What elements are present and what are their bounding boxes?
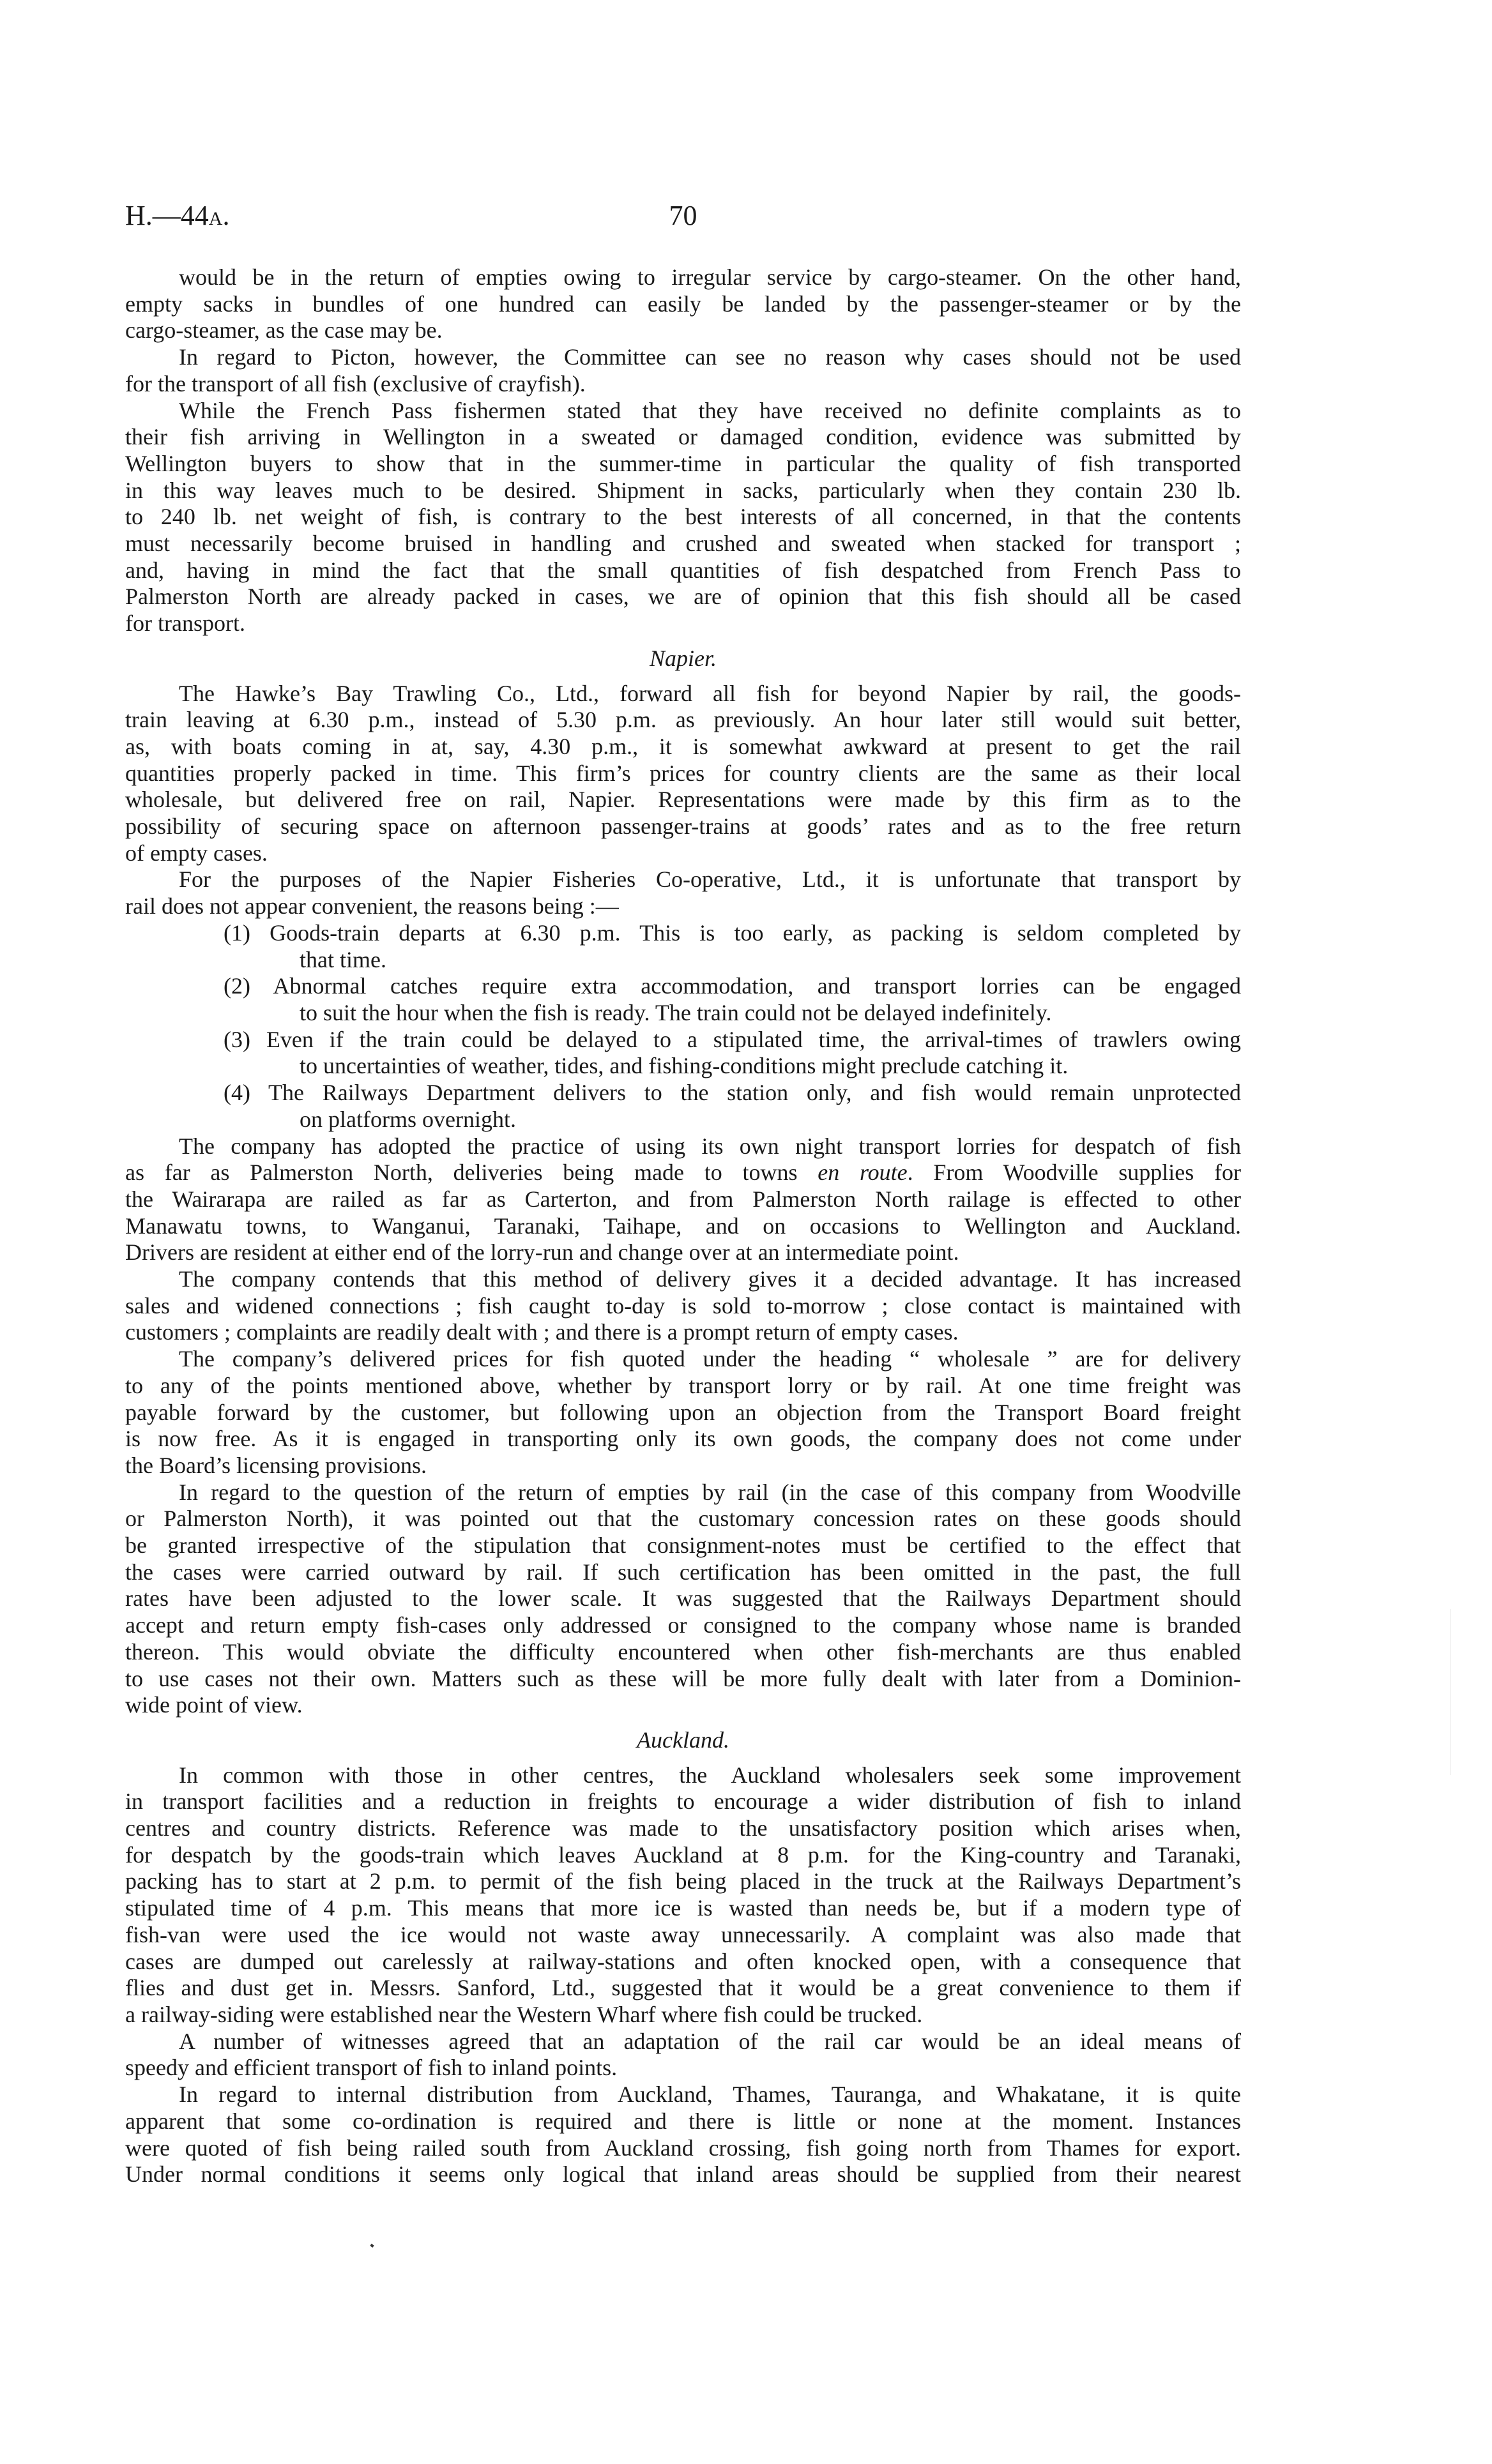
text-line: the Wairarapa are railed as far as Carterton, and from Palmerston North railage is effected to other [125,1186,1241,1212]
list-item [125,920,1241,973]
text-line: in this way leaves much to be desired. Shipment in sacks, particularly when they contain 230 lb. [125,477,1241,503]
text-line: to 240 lb. net weight of fish, is contrary to the best interests of all concerned, in that the contents [125,504,1241,530]
text-line: on platforms overnight. [300,1106,516,1132]
text-line: In regard to internal distribution from Auckland, Thames, Tauranga, and Whakatane, it is quite [179,2082,1241,2108]
text-segment: as far as Palmerston North, deliveries being made to towns [125,1160,818,1186]
text-line: In regard to the question of the return of empties by rail (in the case of this company from Woodville [179,1479,1241,1505]
text-line: payable forward by the customer, but following upon an objection from the Transport Board freight [125,1399,1241,1425]
document-code-text: H.—44 [125,200,209,231]
text-line [125,1160,1241,1186]
paragraph [125,2029,1241,2082]
text-line: rail does not appear convenient, the reasons being :— [125,893,619,919]
text-line: cases are dumped out carelessly at railway-stations and often knocked open, with a consequence that [125,1948,1241,1974]
document-body [125,264,1241,2188]
text-line: (1) Goods-train departs at 6.30 p.m. This is too early, as packing is seldom completed by [224,919,1241,946]
text-line: accept and return empty fish-cases only addressed or consigned to the company whose name is branded [125,1612,1241,1638]
text-line: For the purposes of the Napier Fisheries Co-operative, Ltd., it is unfortunate that transport by [179,866,1241,893]
text-line: customers ; complaints are readily dealt with ; and there is a prompt return of empty cases. [125,1319,959,1345]
text-line: apparent that some co-ordination is required and there is little or none at the moment. Instances [125,2108,1241,2134]
text-line: a railway-siding were established near the Western Wharf where fish could be trucked. [125,2002,923,2027]
text-line: (4) The Railways Department delivers to the station only, and fish would remain unprotected [224,1080,1241,1106]
text-line: Palmerston North are already packed in cases, we are of opinion that this fish should all be cased [125,584,1241,610]
text-line: for despatch by the goods-train which leaves Auckland at 8 p.m. for the King-country and Taranaki, [125,1841,1241,1868]
text-line: for transport. [125,610,245,637]
text-line: rates have been adjusted to the lower scale. It was suggested that the Railways Department should [125,1585,1241,1612]
text-line: the cases were carried outward by rail. If such certification has been omitted in the past, the full [125,1559,1241,1585]
text-line: their fish arriving in Wellington in a sweated or damaged condition, evidence was submitted by [125,424,1241,450]
paragraph [125,866,1241,919]
running-header [125,199,1241,231]
text-line: flies and dust get in. Messrs. Sanford, Ltd., suggested that it would be a great convenience to them if [125,1975,1241,2001]
section-heading: Napier. [649,645,717,671]
text-line: and, having in mind the fact that the small quantities of fish despatched from French Pass to [125,557,1241,583]
text-line: wholesale, but delivered free on rail, Napier. Representations were made by this firm as to the [125,787,1241,813]
text-line: the Board’s licensing provisions. [125,1452,427,1478]
text-line: to uncertainties of weather, tides, and fishing-conditions might preclude catching it. [300,1053,1069,1079]
text-line: to any of the points mentioned above, whether by transport lorry or by rail. At one time freight was [125,1372,1241,1398]
text-line: must necessarily become bruised in handling and crushed and sweated when stacked for transport ; [125,531,1241,557]
text-line: train leaving at 6.30 p.m., instead of 5.30 p.m. as previously. An hour later still would suit better, [125,707,1241,733]
text-line: thereon. This would obviate the difficulty encountered when other fish-merchants are thus enabled [125,1638,1241,1665]
text-line: be granted irrespective of the stipulation that consignment-notes must be certified to the effect that [125,1532,1241,1559]
text-line: sales and widened connections ; fish caught to-day is sold to-morrow ; close contact is maintained with [125,1292,1241,1319]
text-line: to use cases not their own. Matters such as these will be more fully dealt with later from a Dominion- [125,1665,1241,1691]
text-line: centres and country districts. Reference was made to the unsatisfactory position which arises when, [125,1815,1241,1841]
paragraph [125,681,1241,867]
text-line: Manawatu towns, to Wanganui, Taranaki, Taihape, and on occasions to Wellington and Auckland. [125,1213,1241,1239]
paragraph [125,344,1241,397]
text-line: The company has adopted the practice of using its own night transport lorries for despatch of fish [179,1133,1241,1159]
paragraph [125,1133,1241,1267]
text-line: is now free. As it is engaged in transporting only its own goods, the company does not come under [125,1426,1241,1452]
text-line: quantities properly packed in time. This firm’s prices for country clients are the same as their local [125,760,1241,786]
text-line: Wellington buyers to show that in the summer-time in particular the quality of fish transported [125,450,1241,476]
text-line: in transport facilities and a reduction in freights to encourage a wider distribution of fish to inland [125,1788,1241,1815]
list-item [125,973,1241,1026]
text-line: The company contends that this method of delivery gives it a decided advantage. It has increased [179,1266,1241,1292]
paragraph [125,1266,1241,1346]
scan-speck [370,2244,374,2248]
paragraph [125,398,1241,637]
text-line: In common with those in other centres, the Auckland wholesalers seek some improvement [179,1762,1241,1788]
text-line: were quoted of fish being railed south from Auckland crossing, fish going north from Thames for export. [125,2135,1241,2161]
text-line: or Palmerston North), it was pointed out that the customary concession rates on these goods should [125,1506,1241,1532]
text-line: (2) Abnormal catches require extra accommodation, and transport lorries can be engaged [224,973,1241,999]
text-line: empty sacks in bundles of one hundred can easily be landed by the passenger-steamer or by the [125,291,1241,317]
section-heading: Auckland. [637,1727,729,1753]
text-line: that time. [300,946,386,972]
paragraph [125,1346,1241,1479]
text-line: of empty cases. [125,840,268,866]
text-line: A number of witnesses agreed that an adaptation of the rail car would be an ideal means of [179,2028,1241,2054]
text-line: cargo-steamer, as the case may be. [125,317,443,344]
italic-phrase: en route [818,1160,908,1186]
text-line: (3) Even if the train could be delayed to a stipulated time, the arrival-times of trawlers owing [224,1026,1241,1052]
text-line: speedy and efficient transport of fish to inland points. [125,2055,618,2081]
text-line: Under normal conditions it seems only logical that inland areas should be supplied from their nearest [125,2161,1241,2188]
text-line: fish-van were used the ice would not waste away unnecessarily. A complaint was also made that [125,1921,1241,1947]
text-line: stipulated time of 4 p.m. This means that more ice is wasted than needs be, but if a modern type of [125,1895,1241,1921]
text-line: While the French Pass fishermen stated that they have received no definite complaints as to [179,397,1241,423]
text-line: to suit the hour when the fish is ready. The train could not be delayed indefinitely. [300,999,1052,1025]
paragraph [125,1479,1241,1719]
text-segment: . From Woodville supplies for [907,1160,1242,1186]
text-line: for the transport of all fish (exclusive of crayfish). [125,370,586,397]
text-line: would be in the return of empties owing to irregular service by cargo-steamer. On the other hand, [179,264,1241,290]
document-code-suffix: A [208,208,223,229]
text-line: packing has to start at 2 p.m. to permit of the fish being placed in the truck at the Railways Department’s [125,1868,1241,1894]
paragraph [125,264,1241,344]
paragraph [125,2082,1241,2188]
list-item [125,1080,1241,1133]
text-line: The company’s delivered prices for fish quoted under the heading “ wholesale ” are for delivery [179,1346,1241,1372]
document-code-end: . [222,200,230,231]
text-line: In regard to Picton, however, the Committee can see no reason why cases should not be used [179,344,1241,370]
page-number: 70 [669,200,697,231]
list-item [125,1027,1241,1080]
text-line: as, with boats coming in at, say, 4.30 p.m., it is somewhat awkward at present to get the rail [125,733,1241,759]
text-line: Drivers are resident at either end of the lorry-run and change over at an intermediate point. [125,1239,959,1266]
text-line: The Hawke’s Bay Trawling Co., Ltd., forward all fish for beyond Napier by rail, the goods- [179,680,1241,706]
paragraph [125,1762,1241,2029]
text-line: wide point of view. [125,1692,303,1718]
text-line: possibility of securing space on afternoon passenger-trains at goods’ rates and as to the free return [125,813,1241,840]
